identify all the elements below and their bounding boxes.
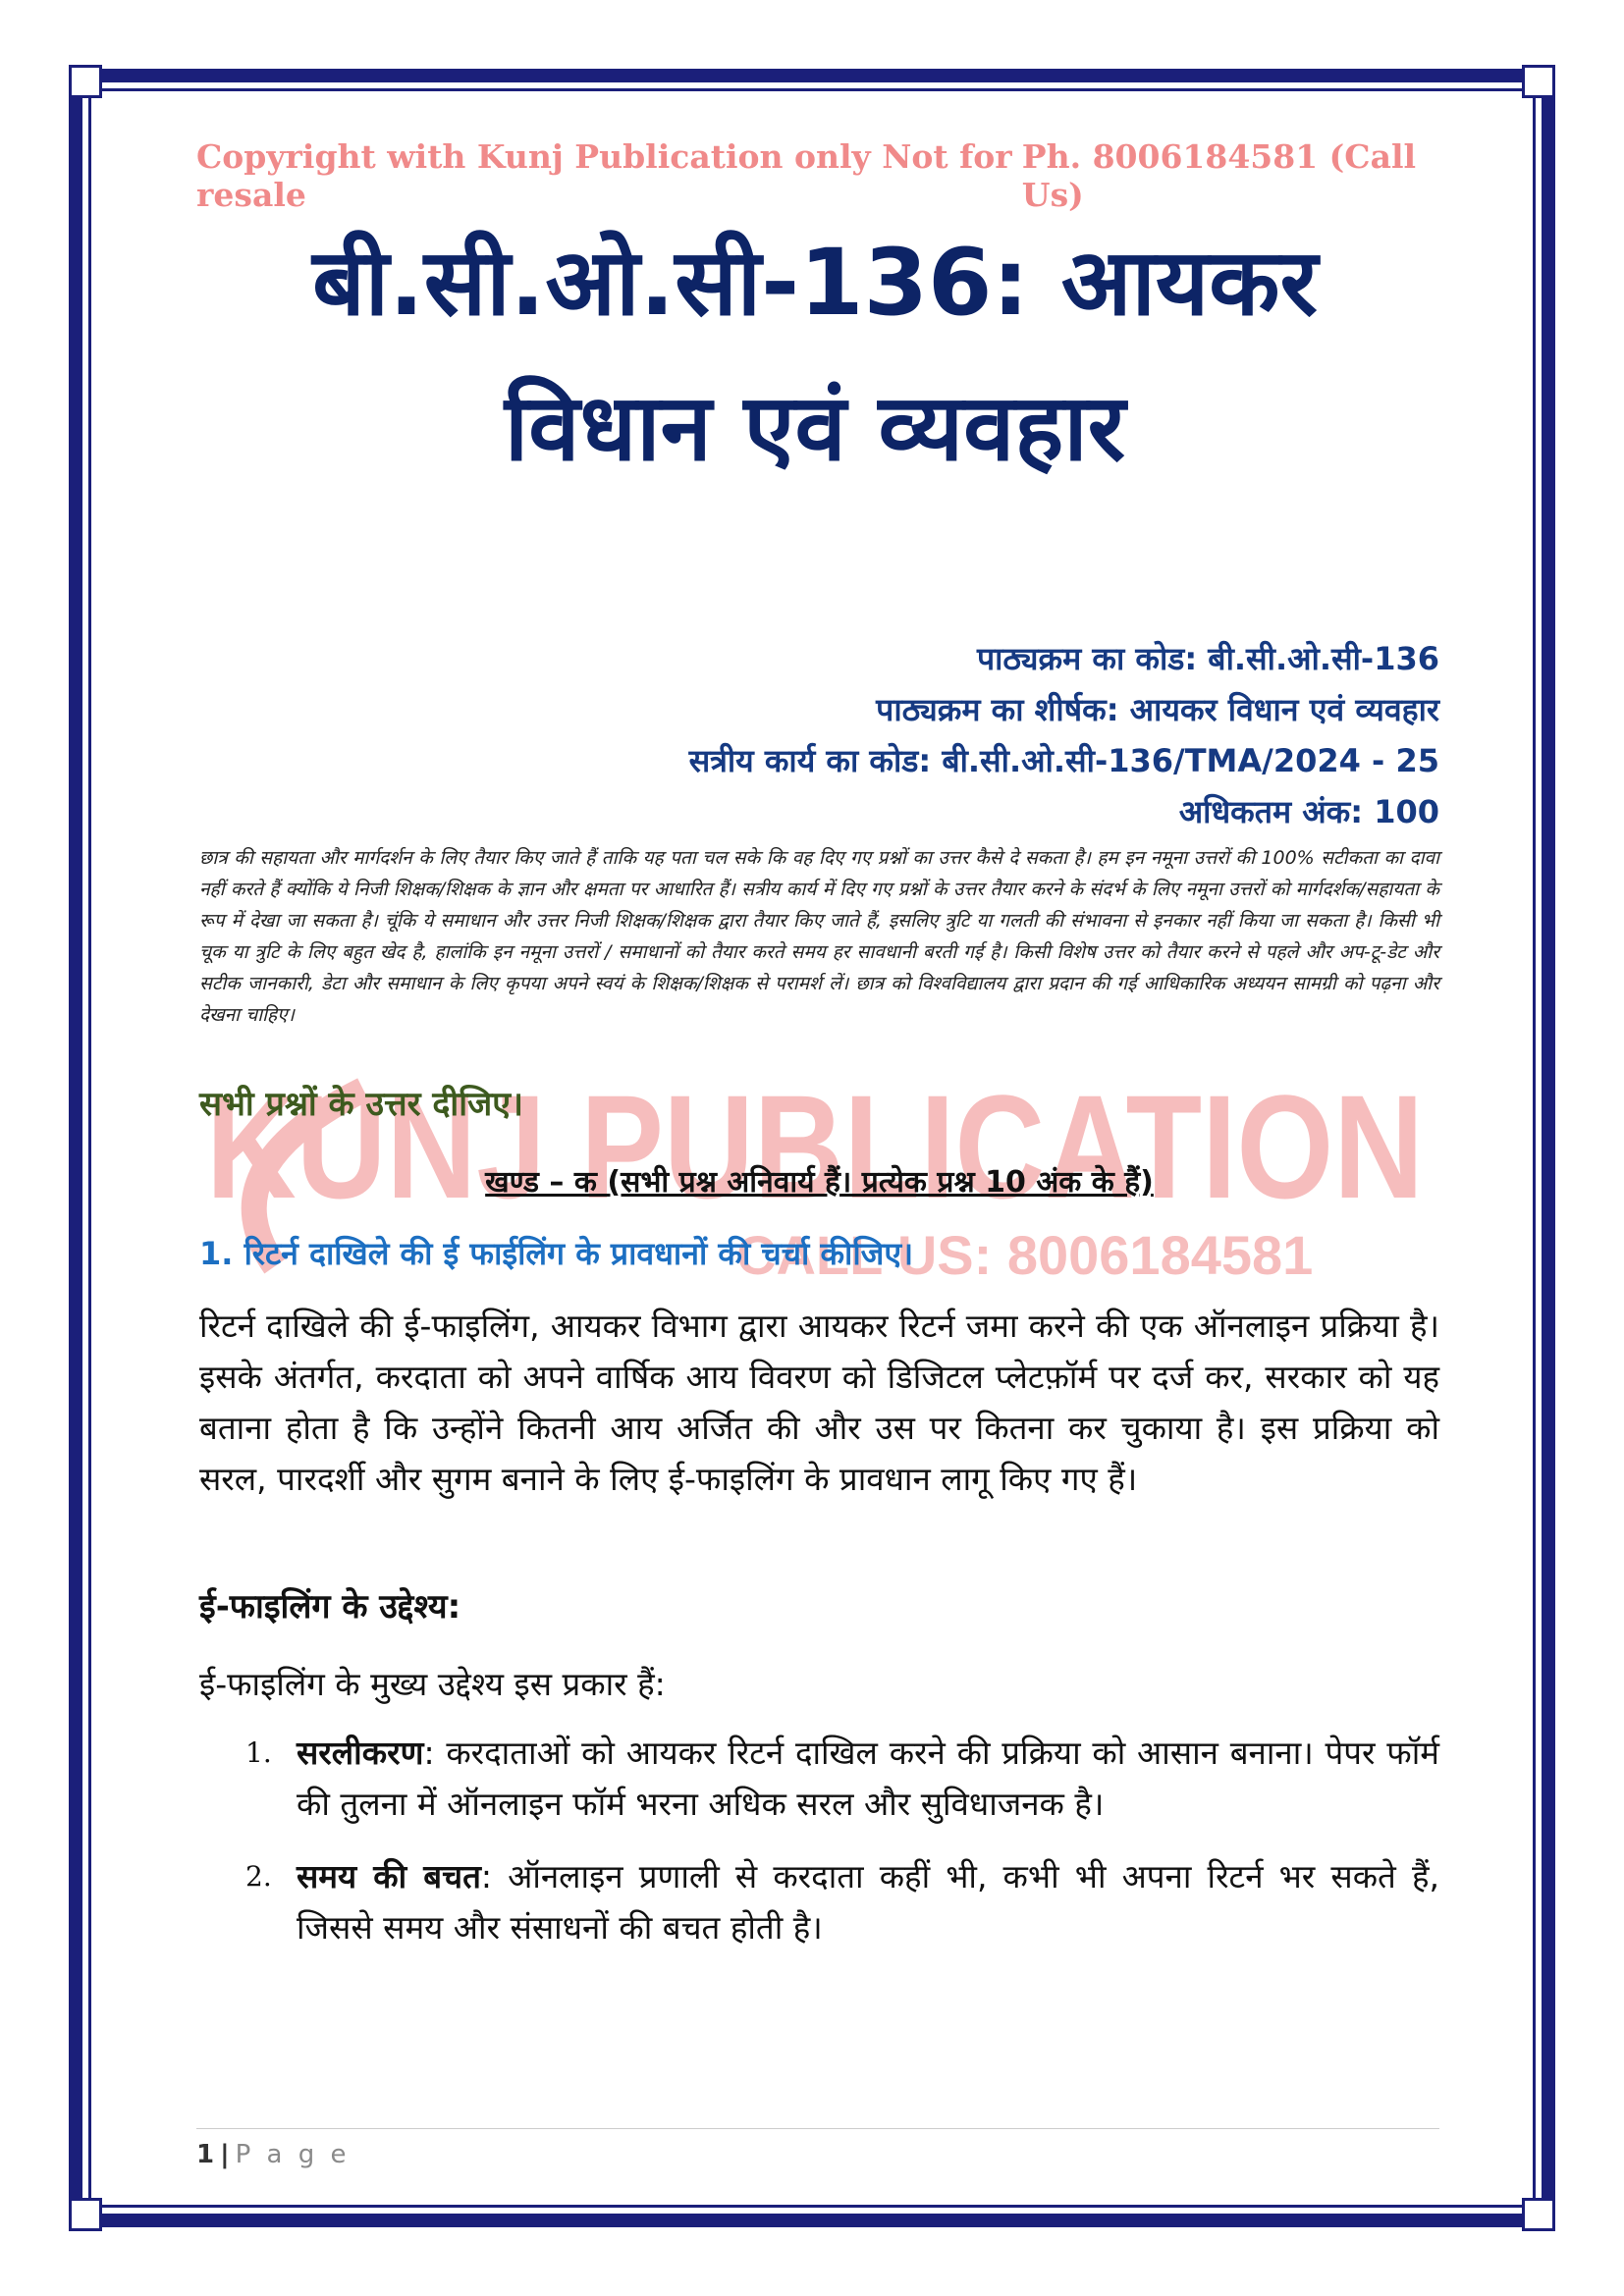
footer-separator: | — [220, 2140, 230, 2169]
section-heading: खण्ड – क (सभी प्रश्न अनिवार्य हैं। प्रत्येक प्रश्न 10 अंक के हैं) — [485, 1165, 1154, 1200]
border-corner-ornament — [1522, 65, 1555, 98]
footer-divider — [196, 2128, 1439, 2129]
page-label: P a g e — [235, 2140, 351, 2169]
page-number: 1 — [196, 2140, 215, 2169]
objectives-heading: ई-फाइलिंग के उद्देश्य: — [199, 1587, 461, 1627]
title-line-2: विधान एवं व्यवहार — [504, 375, 1126, 482]
list-item-number: 1. — [245, 1736, 272, 1769]
list-item-term: सरलीकरण — [297, 1734, 424, 1772]
document-title — [177, 211, 1453, 502]
list-item-number: 2. — [245, 1860, 272, 1893]
objectives-list — [245, 1728, 1439, 1975]
course-code: पाठ्यक्रम का कोड: बी.सी.ओ.सी-136 — [976, 640, 1439, 677]
max-marks: अधिकतम अंक: 100 — [1178, 793, 1439, 830]
list-item-body — [297, 1851, 1439, 1953]
list-item-text: : करदाताओं को आयकर रिटर्न दाखिल करने की प्रक्रिया को आसान बनाना। पेपर फॉर्म की तुलना में ऑनलाइन फॉर्म भरना अधिक सरल और सुविधाजनक है। — [297, 1734, 1439, 1823]
list-item-term: समय की बचत — [297, 1857, 481, 1896]
title-line-1: बी.सी.ओ.सी-136: आयकर — [312, 230, 1318, 337]
question-heading: 1. रिटर्न दाखिले की ई फाईलिंग के प्रावधानों की चर्चा कीजिए। — [199, 1235, 914, 1272]
border-corner-ornament — [69, 65, 102, 98]
course-meta — [589, 633, 1439, 837]
objectives-intro: ई-फाइलिंग के मुख्य उद्देश्य इस प्रकार हैं: — [199, 1665, 666, 1703]
watermark-brand: KUNJ PUBLICATION — [206, 1064, 1424, 1229]
answer-paragraph: रिटर्न दाखिले की ई-फाइलिंग, आयकर विभाग द्वारा आयकर रिटर्न जमा करने की एक ऑनलाइन प्रक्रिया है। इसके अंतर्गत, करदाता को अपने वार्षिक आय विवरण को डिजिटल प्लेटफ़ॉर्म पर दर्ज कर, सरकार को यह बताना होता है कि उन्होंने कितनी आय अर्जित की और उस पर कितना कर चुकाया है। इस प्रक्रिया को सरल, पारदर्शी और सुगम बनाने के लिए ई-फाइलिंग के प्रावधान लागू किए गए हैं। — [199, 1307, 1439, 1498]
instruction-answer-all: सभी प्रश्नों के उत्तर दीजिए। — [199, 1085, 523, 1124]
list-item — [245, 1728, 1439, 1830]
assignment-code: सत्रीय कार्य का कोड: बी.सी.ओ.सी-136/TMA/2024 - 25 — [688, 742, 1439, 779]
course-title: पाठ्यक्रम का शीर्षक: आयकर विधान एवं व्यवहार — [876, 691, 1439, 728]
border-corner-ornament — [1522, 2198, 1555, 2231]
disclaimer-text: छात्र की सहायता और मार्गदर्शन के लिए तैयार किए जाते हैं ताकि यह पता चल सके कि वह दिए गए प्रश्नों का उत्तर कैसे दे सकता है। हम इन नमूना उत्तरों की 100% सटीकता का दावा नहीं करते हैं क्योंकि ये निजी शिक्षक/शिक्षक के ज्ञान और क्षमता पर आधारित हैं। सत्रीय कार्य में दिए गए प्रश्नों के उत्तर तैयार करने के संदर्भ के लिए नमूना उत्तरों को मार्गदर्शक/सहायता के रूप में देखा जा सकता है। चूंकि ये समाधान और उत्तर निजी शिक्षक/शिक्षक द्वारा तैयार किए जाते हैं, इसलिए त्रुटि या गलती की संभावना से इनकार नहीं किया जा सकता है। किसी भी चूक या त्रुटि के लिए बहुत खेद है, हालांकि इन नमूना उत्तरों / समाधानों को तैयार करते समय हर सावधानी बरती गई है। किसी विशेष उत्तर को तैयार करने से पहले और अप-टू-डेट और सटीक जानकारी, डेटा और समाधान के लिए कृपया अपने स्वयं के शिक्षक/शिक्षक से परामर्श लें। छात्र को विश्वविद्यालय द्वारा प्रदान की गई आधिकारिक अध्ययन सामग्री को पढ़ना और देखना चाहिए। — [199, 847, 1439, 1026]
list-item — [245, 1851, 1439, 1953]
list-item-text: : ऑनलाइन प्रणाली से करदाता कहीं भी, कभी भी अपना रिटर्न भर सकते हैं, जिससे समय और संसाधनों की बचत होती है। — [297, 1857, 1439, 1947]
copyright-header — [196, 137, 1434, 214]
page-footer — [196, 2140, 351, 2169]
list-item-body — [297, 1728, 1439, 1830]
border-corner-ornament — [69, 2198, 102, 2231]
contact-phone: Ph. 8006184581 (Call Us) — [1021, 137, 1417, 214]
watermark-call: CALL US: 8006184581 — [736, 1224, 1314, 1286]
copyright-notice: Copyright with Kunj Publication only Not for resale — [196, 137, 1012, 214]
